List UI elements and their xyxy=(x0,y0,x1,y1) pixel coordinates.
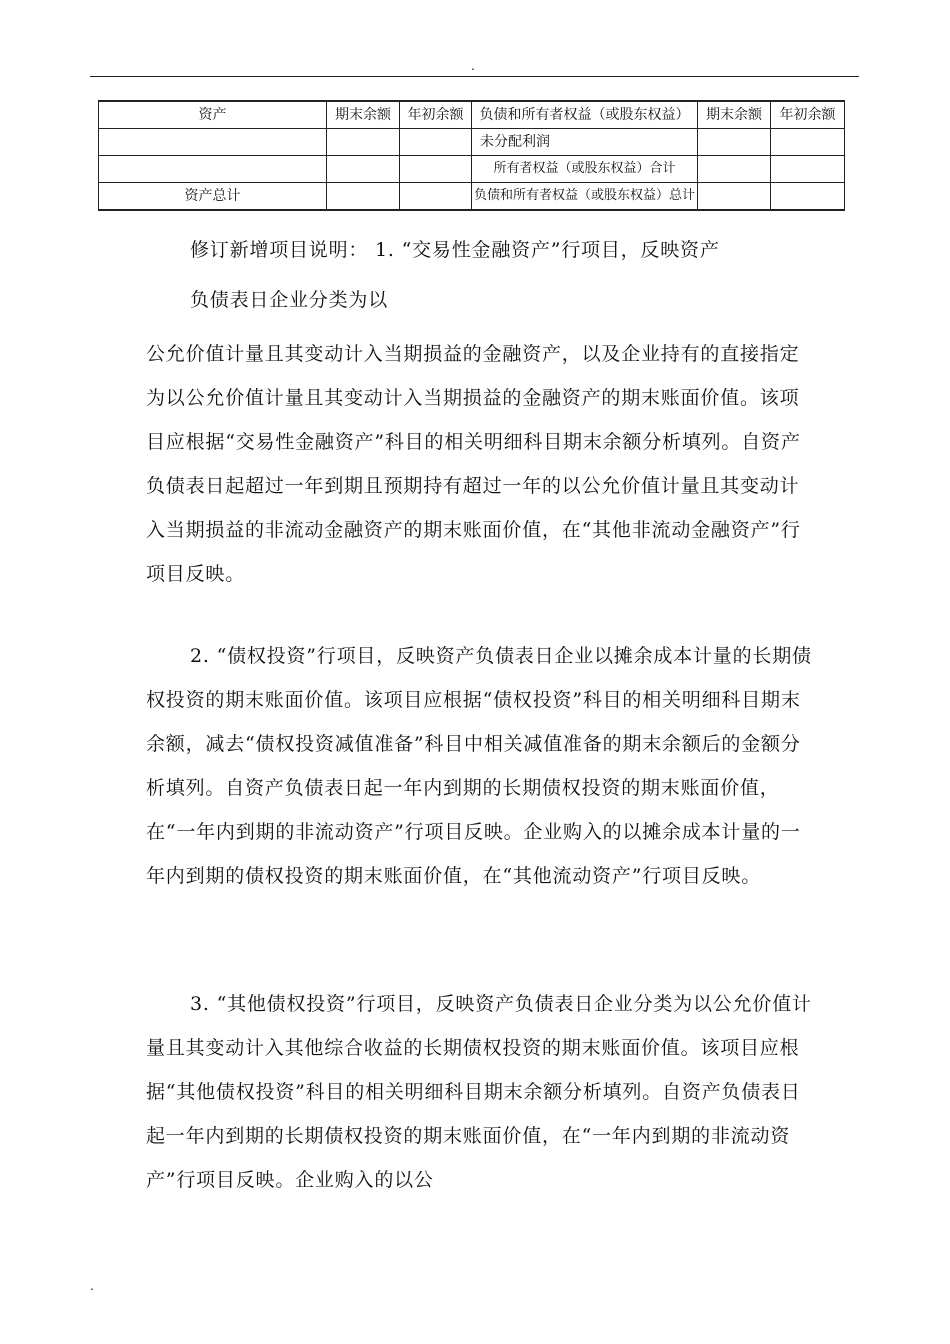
table-row xyxy=(99,156,845,183)
table-cell xyxy=(327,156,400,183)
header-cell-assets: 资产 xyxy=(99,101,327,129)
intro-line-1: 修订新增项目说明： 1. “交易性金融资产”行项目，反映资产 xyxy=(190,239,720,261)
table-cell-label: 负债和所有者权益（或股东权益）总计 xyxy=(472,183,698,211)
table-row xyxy=(99,129,845,156)
table-cell xyxy=(698,183,771,211)
table-cell xyxy=(771,129,845,156)
paragraph-trading-financial-assets: 公允价值计量且其变动计入当期损益的金融资产，以及企业持有的直接指定为以公允价值计量且其变动计入当期损益的金融资产的期末账面价值。该项目应根据“交易性金融资产”科目的相关明细科目期末余额分析填列。自资产负债表日起超过一年到期且预期持有超过一年的以公允价值计量且其变动计入当期损益的非流动金融资产的期末账面价值，在“其他非流动金融资产”行项目反映。 xyxy=(146,343,801,585)
table-cell xyxy=(771,156,845,183)
table-cell xyxy=(698,129,771,156)
table-cell xyxy=(99,156,327,183)
header-cell-end-balance-2: 期末余额 xyxy=(698,101,771,129)
header-cell-begin-balance: 年初余额 xyxy=(400,101,472,129)
intro-line-2: 负债表日企业分类为以 xyxy=(190,289,389,311)
header-cell-end-balance: 期末余额 xyxy=(327,101,400,129)
table-cell-label: 所有者权益（或股东权益）合计 xyxy=(472,156,698,183)
table-cell xyxy=(698,156,771,183)
table-cell xyxy=(400,183,472,211)
paragraph-debt-investment: 2. “债权投资”行项目，反映资产负债表日企业以摊余成本计量的长期债权投资的期末账面价值。该项目应根据“债权投资”科目的相关明细科目期末余额，减去“债权投资减值准备”科目中相关减值准备的期末余额后的金额分析填列。自资产负债表日起一年内到期的长期债权投资的期末账面价值，在“一年内到期的非流动资产”行项目反映。企业购入的以摊余成本计量的一年内到期的债权投资的期末账面价值，在“其他流动资产”行项目反映。 xyxy=(146,645,812,887)
table-cell xyxy=(400,129,472,156)
header-rule xyxy=(90,76,859,77)
table-cell xyxy=(771,183,845,211)
table-cell xyxy=(400,156,472,183)
table-cell-label: 未分配利润 xyxy=(472,129,698,156)
header-cell-liabilities-equity: 负债和所有者权益（或股东权益） xyxy=(472,101,698,129)
table-cell xyxy=(327,129,400,156)
table-header-row xyxy=(99,101,845,129)
table-cell xyxy=(99,129,327,156)
table-cell-label: 资产总计 xyxy=(99,183,327,211)
footer-dot: . xyxy=(90,1279,94,1293)
paragraph-other-debt-investment: 3. “其他债权投资”行项目，反映资产负债表日企业分类为以公允价值计量且其变动计入其他综合收益的长期债权投资的期末账面价值。该项目应根据“其他债权投资”科目的相关明细科目期末余额分析填列。自资产负债表日起一年内到期的长期债权投资的期末账面价值，在“一年内到期的非流动资产”行项目反映。企业购入的以公 xyxy=(146,993,812,1191)
header-cell-begin-balance-2: 年初余额 xyxy=(771,101,845,129)
balance-sheet-table xyxy=(98,100,845,211)
header-dot: . xyxy=(471,59,475,73)
table-cell xyxy=(327,183,400,211)
table-row xyxy=(99,183,845,211)
